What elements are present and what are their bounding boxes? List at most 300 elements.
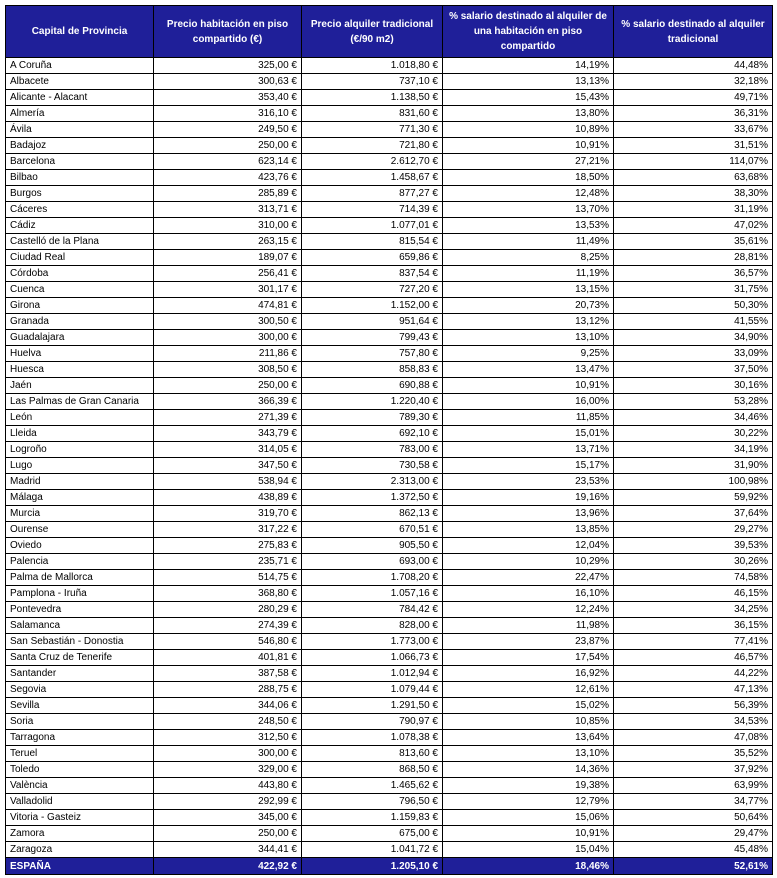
traditional-salary-pct-cell: 31,75% bbox=[614, 282, 773, 298]
room-price-cell: 300,50 € bbox=[154, 314, 302, 330]
room-price-cell: 347,50 € bbox=[154, 458, 302, 474]
traditional-salary-pct-cell: 47,08% bbox=[614, 730, 773, 746]
traditional-price-cell: 799,43 € bbox=[302, 330, 443, 346]
total-label: ESPAÑA bbox=[6, 858, 154, 875]
room-price-cell: 368,80 € bbox=[154, 586, 302, 602]
room-price-cell: 300,00 € bbox=[154, 746, 302, 762]
table-row bbox=[6, 650, 773, 666]
room-salary-pct-cell: 16,10% bbox=[443, 586, 614, 602]
capital-cell: Valladolid bbox=[6, 794, 154, 810]
room-salary-pct-cell: 13,71% bbox=[443, 442, 614, 458]
room-salary-pct-cell: 15,01% bbox=[443, 426, 614, 442]
traditional-salary-pct-cell: 46,15% bbox=[614, 586, 773, 602]
room-price-cell: 474,81 € bbox=[154, 298, 302, 314]
traditional-salary-pct-cell: 35,52% bbox=[614, 746, 773, 762]
room-price-cell: 623,14 € bbox=[154, 154, 302, 170]
room-salary-pct-cell: 10,85% bbox=[443, 714, 614, 730]
room-salary-pct-cell: 12,61% bbox=[443, 682, 614, 698]
traditional-salary-pct-cell: 34,90% bbox=[614, 330, 773, 346]
table-row bbox=[6, 490, 773, 506]
room-salary-pct-cell: 22,47% bbox=[443, 570, 614, 586]
table-row bbox=[6, 842, 773, 858]
table-row bbox=[6, 154, 773, 170]
table-row bbox=[6, 298, 773, 314]
table-row bbox=[6, 106, 773, 122]
room-salary-pct-cell: 13,13% bbox=[443, 74, 614, 90]
capital-cell: Ávila bbox=[6, 122, 154, 138]
table-row bbox=[6, 426, 773, 442]
room-salary-pct-cell: 16,92% bbox=[443, 666, 614, 682]
capital-cell: Toledo bbox=[6, 762, 154, 778]
room-price-cell: 538,94 € bbox=[154, 474, 302, 490]
room-salary-pct-cell: 13,80% bbox=[443, 106, 614, 122]
table-row bbox=[6, 522, 773, 538]
room-salary-pct-cell: 12,24% bbox=[443, 602, 614, 618]
traditional-price-cell: 877,27 € bbox=[302, 186, 443, 202]
table-row bbox=[6, 218, 773, 234]
capital-cell: Palma de Mallorca bbox=[6, 570, 154, 586]
traditional-price-cell: 721,80 € bbox=[302, 138, 443, 154]
table-row bbox=[6, 586, 773, 602]
room-salary-pct-cell: 13,10% bbox=[443, 330, 614, 346]
room-salary-pct-cell: 19,38% bbox=[443, 778, 614, 794]
traditional-salary-pct-cell: 47,13% bbox=[614, 682, 773, 698]
capital-cell: Almería bbox=[6, 106, 154, 122]
room-salary-pct-cell: 11,49% bbox=[443, 234, 614, 250]
room-price-cell: 275,83 € bbox=[154, 538, 302, 554]
traditional-salary-pct-cell: 53,28% bbox=[614, 394, 773, 410]
table-row bbox=[6, 506, 773, 522]
room-salary-pct-cell: 13,47% bbox=[443, 362, 614, 378]
traditional-price-cell: 1.138,50 € bbox=[302, 90, 443, 106]
traditional-price-cell: 1.079,44 € bbox=[302, 682, 443, 698]
traditional-salary-pct-cell: 31,90% bbox=[614, 458, 773, 474]
table-row bbox=[6, 58, 773, 74]
capital-cell: San Sebastián - Donostia bbox=[6, 634, 154, 650]
table-row bbox=[6, 666, 773, 682]
table-row bbox=[6, 90, 773, 106]
table-row bbox=[6, 794, 773, 810]
traditional-price-cell: 837,54 € bbox=[302, 266, 443, 282]
room-salary-pct-cell: 15,17% bbox=[443, 458, 614, 474]
traditional-salary-pct-cell: 28,81% bbox=[614, 250, 773, 266]
capital-cell: Albacete bbox=[6, 74, 154, 90]
room-price-cell: 250,00 € bbox=[154, 138, 302, 154]
room-price-cell: 387,58 € bbox=[154, 666, 302, 682]
traditional-price-cell: 858,83 € bbox=[302, 362, 443, 378]
traditional-price-cell: 659,86 € bbox=[302, 250, 443, 266]
traditional-price-cell: 675,00 € bbox=[302, 826, 443, 842]
traditional-price-cell: 1.018,80 € bbox=[302, 58, 443, 74]
room-salary-pct-cell: 13,96% bbox=[443, 506, 614, 522]
traditional-price-cell: 1.152,00 € bbox=[302, 298, 443, 314]
room-salary-pct-cell: 12,04% bbox=[443, 538, 614, 554]
capital-cell: Lugo bbox=[6, 458, 154, 474]
room-price-cell: 300,00 € bbox=[154, 330, 302, 346]
room-price-cell: 211,86 € bbox=[154, 346, 302, 362]
table-row bbox=[6, 746, 773, 762]
room-price-cell: 345,00 € bbox=[154, 810, 302, 826]
traditional-salary-pct-cell: 45,48% bbox=[614, 842, 773, 858]
capital-cell: Burgos bbox=[6, 186, 154, 202]
capital-cell: València bbox=[6, 778, 154, 794]
table-row bbox=[6, 810, 773, 826]
capital-cell: Zaragoza bbox=[6, 842, 154, 858]
traditional-salary-pct-cell: 38,30% bbox=[614, 186, 773, 202]
table-row bbox=[6, 714, 773, 730]
traditional-price-cell: 828,00 € bbox=[302, 618, 443, 634]
capital-cell: Murcia bbox=[6, 506, 154, 522]
total-room-price: 422,92 € bbox=[154, 858, 302, 875]
table-row bbox=[6, 394, 773, 410]
traditional-price-cell: 790,97 € bbox=[302, 714, 443, 730]
traditional-salary-pct-cell: 36,57% bbox=[614, 266, 773, 282]
traditional-price-cell: 1.291,50 € bbox=[302, 698, 443, 714]
traditional-price-cell: 730,58 € bbox=[302, 458, 443, 474]
room-price-cell: 514,75 € bbox=[154, 570, 302, 586]
room-salary-pct-cell: 23,87% bbox=[443, 634, 614, 650]
header-traditional-salary-pct: % salario destinado al alquiler tradicional bbox=[614, 6, 773, 58]
room-price-cell: 423,76 € bbox=[154, 170, 302, 186]
capital-cell: Zamora bbox=[6, 826, 154, 842]
traditional-price-cell: 796,50 € bbox=[302, 794, 443, 810]
header-capital: Capital de Provincia bbox=[6, 6, 154, 58]
capital-cell: Soria bbox=[6, 714, 154, 730]
traditional-price-cell: 690,88 € bbox=[302, 378, 443, 394]
room-salary-pct-cell: 13,10% bbox=[443, 746, 614, 762]
traditional-price-cell: 1.708,20 € bbox=[302, 570, 443, 586]
capital-cell: Logroño bbox=[6, 442, 154, 458]
table-row bbox=[6, 698, 773, 714]
room-price-cell: 235,71 € bbox=[154, 554, 302, 570]
rent-table bbox=[5, 5, 773, 875]
traditional-price-cell: 1.773,00 € bbox=[302, 634, 443, 650]
traditional-price-cell: 1.057,16 € bbox=[302, 586, 443, 602]
room-price-cell: 280,29 € bbox=[154, 602, 302, 618]
traditional-price-cell: 771,30 € bbox=[302, 122, 443, 138]
traditional-salary-pct-cell: 31,19% bbox=[614, 202, 773, 218]
table-row bbox=[6, 202, 773, 218]
room-salary-pct-cell: 13,12% bbox=[443, 314, 614, 330]
room-salary-pct-cell: 9,25% bbox=[443, 346, 614, 362]
table-row bbox=[6, 186, 773, 202]
capital-cell: Las Palmas de Gran Canaria bbox=[6, 394, 154, 410]
room-salary-pct-cell: 13,15% bbox=[443, 282, 614, 298]
traditional-price-cell: 868,50 € bbox=[302, 762, 443, 778]
table-row bbox=[6, 762, 773, 778]
capital-cell: Vitoria - Gasteiz bbox=[6, 810, 154, 826]
traditional-salary-pct-cell: 41,55% bbox=[614, 314, 773, 330]
table-row bbox=[6, 618, 773, 634]
table-row bbox=[6, 410, 773, 426]
room-salary-pct-cell: 11,98% bbox=[443, 618, 614, 634]
capital-cell: Salamanca bbox=[6, 618, 154, 634]
room-salary-pct-cell: 13,64% bbox=[443, 730, 614, 746]
traditional-price-cell: 789,30 € bbox=[302, 410, 443, 426]
capital-cell: Huesca bbox=[6, 362, 154, 378]
traditional-salary-pct-cell: 34,25% bbox=[614, 602, 773, 618]
capital-cell: Granada bbox=[6, 314, 154, 330]
traditional-salary-pct-cell: 36,31% bbox=[614, 106, 773, 122]
table-row bbox=[6, 378, 773, 394]
traditional-price-cell: 1.220,40 € bbox=[302, 394, 443, 410]
header-room-price: Precio habitación en piso compartido (€) bbox=[154, 6, 302, 58]
room-salary-pct-cell: 27,21% bbox=[443, 154, 614, 170]
room-salary-pct-cell: 12,79% bbox=[443, 794, 614, 810]
capital-cell: Córdoba bbox=[6, 266, 154, 282]
room-salary-pct-cell: 15,43% bbox=[443, 90, 614, 106]
room-salary-pct-cell: 19,16% bbox=[443, 490, 614, 506]
room-price-cell: 271,39 € bbox=[154, 410, 302, 426]
total-room-salary-pct: 18,46% bbox=[443, 858, 614, 875]
room-salary-pct-cell: 15,06% bbox=[443, 810, 614, 826]
rent-table-container bbox=[5, 5, 772, 875]
room-price-cell: 310,00 € bbox=[154, 218, 302, 234]
table-row bbox=[6, 138, 773, 154]
capital-cell: Madrid bbox=[6, 474, 154, 490]
capital-cell: A Coruña bbox=[6, 58, 154, 74]
capital-cell: Badajoz bbox=[6, 138, 154, 154]
traditional-salary-pct-cell: 31,51% bbox=[614, 138, 773, 154]
capital-cell: Lleida bbox=[6, 426, 154, 442]
room-price-cell: 249,50 € bbox=[154, 122, 302, 138]
room-salary-pct-cell: 13,53% bbox=[443, 218, 614, 234]
table-row bbox=[6, 682, 773, 698]
capital-cell: Ourense bbox=[6, 522, 154, 538]
table-footer bbox=[6, 858, 773, 875]
room-price-cell: 443,80 € bbox=[154, 778, 302, 794]
traditional-price-cell: 784,42 € bbox=[302, 602, 443, 618]
room-salary-pct-cell: 8,25% bbox=[443, 250, 614, 266]
traditional-price-cell: 951,64 € bbox=[302, 314, 443, 330]
traditional-salary-pct-cell: 33,09% bbox=[614, 346, 773, 362]
room-price-cell: 301,17 € bbox=[154, 282, 302, 298]
capital-cell: León bbox=[6, 410, 154, 426]
room-price-cell: 285,89 € bbox=[154, 186, 302, 202]
traditional-price-cell: 1.078,38 € bbox=[302, 730, 443, 746]
traditional-salary-pct-cell: 56,39% bbox=[614, 698, 773, 714]
capital-cell: Málaga bbox=[6, 490, 154, 506]
capital-cell: Cáceres bbox=[6, 202, 154, 218]
room-salary-pct-cell: 10,91% bbox=[443, 826, 614, 842]
capital-cell: Pamplona - Iruña bbox=[6, 586, 154, 602]
table-row bbox=[6, 554, 773, 570]
traditional-salary-pct-cell: 114,07% bbox=[614, 154, 773, 170]
total-row bbox=[6, 858, 773, 875]
room-salary-pct-cell: 17,54% bbox=[443, 650, 614, 666]
traditional-salary-pct-cell: 30,16% bbox=[614, 378, 773, 394]
traditional-salary-pct-cell: 32,18% bbox=[614, 74, 773, 90]
table-row bbox=[6, 730, 773, 746]
traditional-salary-pct-cell: 77,41% bbox=[614, 634, 773, 650]
room-price-cell: 292,99 € bbox=[154, 794, 302, 810]
capital-cell: Bilbao bbox=[6, 170, 154, 186]
table-row bbox=[6, 314, 773, 330]
table-row bbox=[6, 778, 773, 794]
room-price-cell: 343,79 € bbox=[154, 426, 302, 442]
table-row bbox=[6, 234, 773, 250]
traditional-price-cell: 692,10 € bbox=[302, 426, 443, 442]
table-row bbox=[6, 570, 773, 586]
room-price-cell: 250,00 € bbox=[154, 826, 302, 842]
capital-cell: Huelva bbox=[6, 346, 154, 362]
room-salary-pct-cell: 10,91% bbox=[443, 378, 614, 394]
traditional-salary-pct-cell: 37,50% bbox=[614, 362, 773, 378]
traditional-price-cell: 813,60 € bbox=[302, 746, 443, 762]
room-price-cell: 401,81 € bbox=[154, 650, 302, 666]
header-traditional-price: Precio alquiler tradicional (€/90 m2) bbox=[302, 6, 443, 58]
table-row bbox=[6, 330, 773, 346]
traditional-salary-pct-cell: 59,92% bbox=[614, 490, 773, 506]
room-salary-pct-cell: 13,70% bbox=[443, 202, 614, 218]
total-traditional-salary-pct: 52,61% bbox=[614, 858, 773, 875]
table-header bbox=[6, 6, 773, 58]
capital-cell: Jaén bbox=[6, 378, 154, 394]
table-row bbox=[6, 346, 773, 362]
total-traditional-price: 1.205,10 € bbox=[302, 858, 443, 875]
traditional-price-cell: 783,00 € bbox=[302, 442, 443, 458]
table-row bbox=[6, 362, 773, 378]
room-price-cell: 317,22 € bbox=[154, 522, 302, 538]
room-price-cell: 300,63 € bbox=[154, 74, 302, 90]
room-salary-pct-cell: 13,85% bbox=[443, 522, 614, 538]
room-price-cell: 308,50 € bbox=[154, 362, 302, 378]
capital-cell: Tarragona bbox=[6, 730, 154, 746]
traditional-price-cell: 905,50 € bbox=[302, 538, 443, 554]
table-row bbox=[6, 634, 773, 650]
capital-cell: Cádiz bbox=[6, 218, 154, 234]
room-price-cell: 316,10 € bbox=[154, 106, 302, 122]
traditional-salary-pct-cell: 100,98% bbox=[614, 474, 773, 490]
room-salary-pct-cell: 10,89% bbox=[443, 122, 614, 138]
traditional-salary-pct-cell: 44,48% bbox=[614, 58, 773, 74]
traditional-salary-pct-cell: 30,22% bbox=[614, 426, 773, 442]
room-price-cell: 325,00 € bbox=[154, 58, 302, 74]
table-row bbox=[6, 474, 773, 490]
traditional-salary-pct-cell: 34,77% bbox=[614, 794, 773, 810]
room-salary-pct-cell: 10,29% bbox=[443, 554, 614, 570]
table-row bbox=[6, 74, 773, 90]
room-price-cell: 344,06 € bbox=[154, 698, 302, 714]
table-row bbox=[6, 442, 773, 458]
traditional-price-cell: 862,13 € bbox=[302, 506, 443, 522]
table-row bbox=[6, 458, 773, 474]
header-row bbox=[6, 6, 773, 58]
traditional-salary-pct-cell: 49,71% bbox=[614, 90, 773, 106]
capital-cell: Santander bbox=[6, 666, 154, 682]
capital-cell: Palencia bbox=[6, 554, 154, 570]
traditional-price-cell: 2.612,70 € bbox=[302, 154, 443, 170]
room-price-cell: 250,00 € bbox=[154, 378, 302, 394]
table-row bbox=[6, 266, 773, 282]
traditional-salary-pct-cell: 47,02% bbox=[614, 218, 773, 234]
room-price-cell: 319,70 € bbox=[154, 506, 302, 522]
traditional-salary-pct-cell: 35,61% bbox=[614, 234, 773, 250]
room-salary-pct-cell: 15,02% bbox=[443, 698, 614, 714]
capital-cell: Oviedo bbox=[6, 538, 154, 554]
traditional-salary-pct-cell: 37,92% bbox=[614, 762, 773, 778]
traditional-salary-pct-cell: 63,68% bbox=[614, 170, 773, 186]
room-price-cell: 546,80 € bbox=[154, 634, 302, 650]
room-price-cell: 248,50 € bbox=[154, 714, 302, 730]
traditional-salary-pct-cell: 36,15% bbox=[614, 618, 773, 634]
traditional-price-cell: 693,00 € bbox=[302, 554, 443, 570]
room-price-cell: 313,71 € bbox=[154, 202, 302, 218]
traditional-price-cell: 815,54 € bbox=[302, 234, 443, 250]
room-salary-pct-cell: 20,73% bbox=[443, 298, 614, 314]
capital-cell: Alicante - Alacant bbox=[6, 90, 154, 106]
room-price-cell: 274,39 € bbox=[154, 618, 302, 634]
traditional-price-cell: 2.313,00 € bbox=[302, 474, 443, 490]
table-row bbox=[6, 602, 773, 618]
capital-cell: Cuenca bbox=[6, 282, 154, 298]
traditional-salary-pct-cell: 37,64% bbox=[614, 506, 773, 522]
traditional-salary-pct-cell: 50,30% bbox=[614, 298, 773, 314]
room-price-cell: 189,07 € bbox=[154, 250, 302, 266]
room-salary-pct-cell: 11,19% bbox=[443, 266, 614, 282]
table-row bbox=[6, 250, 773, 266]
capital-cell: Ciudad Real bbox=[6, 250, 154, 266]
traditional-salary-pct-cell: 34,53% bbox=[614, 714, 773, 730]
capital-cell: Guadalajara bbox=[6, 330, 154, 346]
traditional-salary-pct-cell: 50,64% bbox=[614, 810, 773, 826]
traditional-price-cell: 1.012,94 € bbox=[302, 666, 443, 682]
room-price-cell: 366,39 € bbox=[154, 394, 302, 410]
table-row bbox=[6, 122, 773, 138]
traditional-salary-pct-cell: 39,53% bbox=[614, 538, 773, 554]
traditional-price-cell: 1.066,73 € bbox=[302, 650, 443, 666]
room-salary-pct-cell: 10,91% bbox=[443, 138, 614, 154]
traditional-price-cell: 831,60 € bbox=[302, 106, 443, 122]
room-price-cell: 353,40 € bbox=[154, 90, 302, 106]
traditional-price-cell: 670,51 € bbox=[302, 522, 443, 538]
traditional-price-cell: 757,80 € bbox=[302, 346, 443, 362]
room-price-cell: 344,41 € bbox=[154, 842, 302, 858]
traditional-price-cell: 714,39 € bbox=[302, 202, 443, 218]
capital-cell: Santa Cruz de Tenerife bbox=[6, 650, 154, 666]
table-row bbox=[6, 826, 773, 842]
room-salary-pct-cell: 18,50% bbox=[443, 170, 614, 186]
room-price-cell: 438,89 € bbox=[154, 490, 302, 506]
traditional-price-cell: 1.077,01 € bbox=[302, 218, 443, 234]
room-salary-pct-cell: 12,48% bbox=[443, 186, 614, 202]
traditional-price-cell: 1.465,62 € bbox=[302, 778, 443, 794]
traditional-price-cell: 1.041,72 € bbox=[302, 842, 443, 858]
traditional-salary-pct-cell: 34,19% bbox=[614, 442, 773, 458]
capital-cell: Sevilla bbox=[6, 698, 154, 714]
traditional-salary-pct-cell: 44,22% bbox=[614, 666, 773, 682]
traditional-salary-pct-cell: 63,99% bbox=[614, 778, 773, 794]
capital-cell: Girona bbox=[6, 298, 154, 314]
table-row bbox=[6, 282, 773, 298]
traditional-salary-pct-cell: 29,27% bbox=[614, 522, 773, 538]
traditional-price-cell: 1.372,50 € bbox=[302, 490, 443, 506]
traditional-price-cell: 727,20 € bbox=[302, 282, 443, 298]
room-salary-pct-cell: 15,04% bbox=[443, 842, 614, 858]
room-price-cell: 256,41 € bbox=[154, 266, 302, 282]
capital-cell: Pontevedra bbox=[6, 602, 154, 618]
traditional-salary-pct-cell: 74,58% bbox=[614, 570, 773, 586]
room-salary-pct-cell: 23,53% bbox=[443, 474, 614, 490]
capital-cell: Segovia bbox=[6, 682, 154, 698]
room-salary-pct-cell: 14,19% bbox=[443, 58, 614, 74]
capital-cell: Barcelona bbox=[6, 154, 154, 170]
room-salary-pct-cell: 16,00% bbox=[443, 394, 614, 410]
traditional-price-cell: 1.458,67 € bbox=[302, 170, 443, 186]
room-salary-pct-cell: 11,85% bbox=[443, 410, 614, 426]
traditional-price-cell: 737,10 € bbox=[302, 74, 443, 90]
capital-cell: Castelló de la Plana bbox=[6, 234, 154, 250]
